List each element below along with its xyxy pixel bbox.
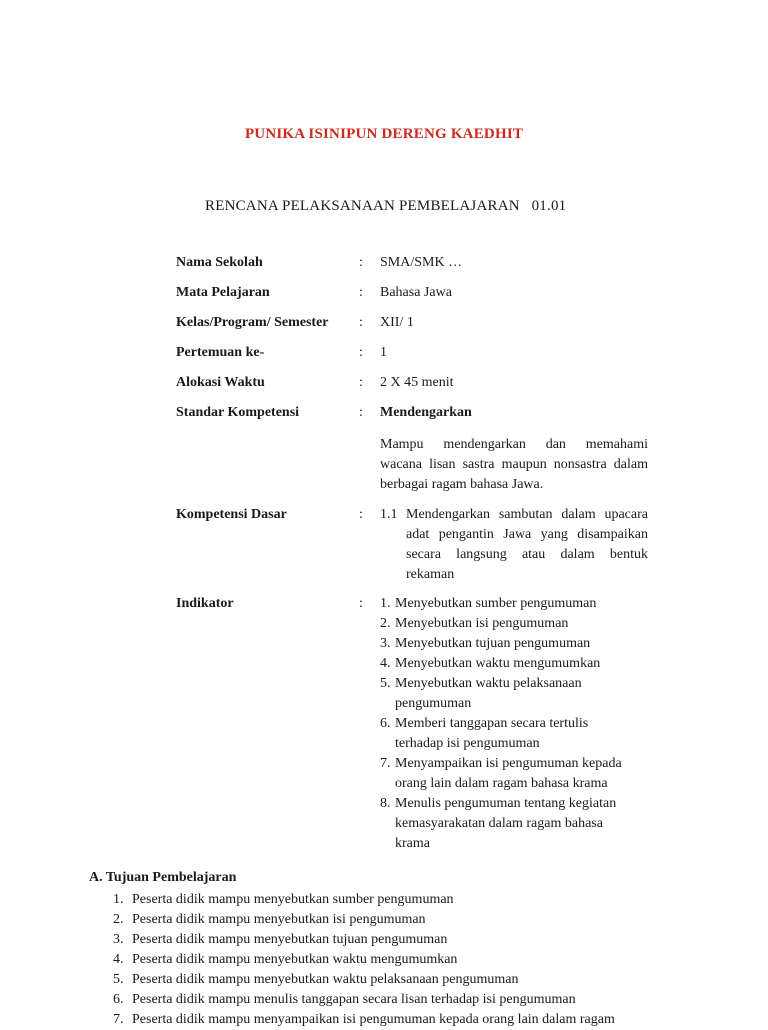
list-item (380, 614, 622, 634)
list-item (380, 634, 622, 654)
item-text: orang lain dalam ragam bahasa krama (395, 776, 608, 791)
item-text: Peserta didik mampu menyebutkan waktu mengumumkan (132, 952, 458, 967)
item-number: 1. (113, 892, 124, 907)
paragraph-line: berbagai ragam bahasa Jawa. (380, 477, 544, 492)
item-text: Peserta didik mampu menyebutkan sumber pengumuman (132, 892, 454, 907)
item-text: Peserta didik mampu menyebutkan isi pengumuman (132, 912, 426, 927)
kd-line: secara langsung atau dalam bentuk (406, 547, 648, 562)
item-text: Menyebutkan tujuan pengumuman (395, 636, 591, 651)
item-number: 2. (113, 912, 124, 927)
item-text: terhadap isi pengumuman (395, 736, 540, 751)
item-text: Peserta didik mampu menyampaikan isi pengumuman kepada orang lain dalam ragam (132, 1012, 615, 1027)
item-number: 4. (380, 656, 391, 671)
item-text: Menulis pengumuman tentang kegiatan (395, 796, 617, 811)
colon: : (359, 507, 363, 522)
item-number: 5. (380, 676, 391, 691)
paragraph-line: wacana lisan sastra maupun nonsastra dalam (380, 457, 648, 472)
list-item (113, 890, 615, 910)
item-text: Peserta didik mampu menyebutkan waktu pelaksanaan pengumuman (132, 972, 519, 987)
item-text: Peserta didik mampu menulis tanggapan secara lisan terhadap isi pengumuman (132, 992, 576, 1007)
label-nama-sekolah: Nama Sekolah (176, 255, 263, 270)
colon: : (359, 285, 363, 300)
item-number: 3. (380, 636, 391, 651)
draft-notice-title: PUNIKA ISINIPUN DERENG KAEDHIT (244, 126, 524, 142)
section-heading-tujuan: A. Tujuan Pembelajaran (89, 870, 237, 885)
item-text: Menyampaikan isi pengumuman kepada (395, 756, 622, 771)
label-pertemuan: Pertemuan ke- (176, 345, 265, 360)
colon: : (359, 345, 363, 360)
list-item (380, 654, 622, 674)
indikator-list (380, 594, 622, 854)
label-mata-pelajaran: Mata Pelajaran (176, 285, 270, 300)
kompetensi-dasar-item (380, 505, 648, 585)
value-alokasi-waktu: 2 X 45 menit (380, 375, 454, 390)
list-item (113, 950, 615, 970)
kd-line: rekaman (406, 567, 455, 582)
item-number: 4. (113, 952, 124, 967)
list-item (380, 594, 622, 614)
item-text: kemasyarakatan dalam ragam bahasa (395, 816, 603, 831)
item-text: Menyebutkan sumber pengumuman (395, 596, 597, 611)
label-kompetensi-dasar: Kompetensi Dasar (176, 507, 287, 522)
list-item (113, 990, 615, 1010)
kd-number: 1.1 (380, 507, 398, 522)
item-number: 2. (380, 616, 391, 631)
colon: : (359, 375, 363, 390)
value-kelas-program-semester: XII/ 1 (380, 315, 414, 330)
item-text: Peserta didik mampu menyebutkan tujuan pengumuman (132, 932, 448, 947)
item-number: 6. (113, 992, 124, 1007)
item-text: Menyebutkan waktu mengumumkan (395, 656, 601, 671)
item-text: Menyebutkan isi pengumuman (395, 616, 569, 631)
item-text: pengumuman (395, 696, 472, 711)
value-mata-pelajaran: Bahasa Jawa (380, 285, 452, 300)
colon: : (359, 315, 363, 330)
value-nama-sekolah: SMA/SMK … (380, 255, 463, 270)
standar-kompetensi-description (380, 435, 648, 495)
list-item (113, 970, 615, 990)
value-pertemuan: 1 (380, 345, 387, 360)
colon: : (359, 596, 363, 611)
label-alokasi-waktu: Alokasi Waktu (176, 375, 265, 390)
item-number: 3. (113, 932, 124, 947)
label-indikator: Indikator (176, 596, 234, 611)
item-text: Memberi tanggapan secara tertulis (395, 716, 589, 731)
label-standar-kompetensi: Standar Kompetensi (176, 405, 300, 420)
list-item (113, 910, 615, 930)
paragraph-line: Mampu mendengarkan dan memahami (380, 437, 648, 452)
item-number: 5. (113, 972, 124, 987)
colon: : (359, 255, 363, 270)
list-item (380, 674, 622, 714)
item-text: Menyebutkan waktu pelaksanaan (395, 676, 582, 691)
label-kelas-program-semester: Kelas/Program/ Semester (176, 315, 329, 330)
item-number: 1. (380, 596, 391, 611)
item-number: 8. (380, 796, 391, 811)
item-number: 6. (380, 716, 391, 731)
colon: : (359, 405, 363, 420)
value-standar-kompetensi: Mendengarkan (380, 405, 472, 420)
list-item (380, 754, 622, 794)
document-title: RENCANA PELAKSANAAN PEMBELAJARAN 01.01 (205, 198, 567, 214)
kd-line: adat pengantin Jawa yang disampaikan (406, 527, 648, 542)
list-item (380, 714, 622, 754)
item-text: krama (395, 836, 430, 851)
list-item (380, 794, 622, 854)
kd-line: Mendengarkan sambutan dalam upacara (406, 507, 648, 522)
item-number: 7. (113, 1012, 124, 1027)
item-number: 7. (380, 756, 391, 771)
tujuan-list (113, 890, 615, 1030)
list-item (113, 1010, 615, 1030)
list-item (113, 930, 615, 950)
